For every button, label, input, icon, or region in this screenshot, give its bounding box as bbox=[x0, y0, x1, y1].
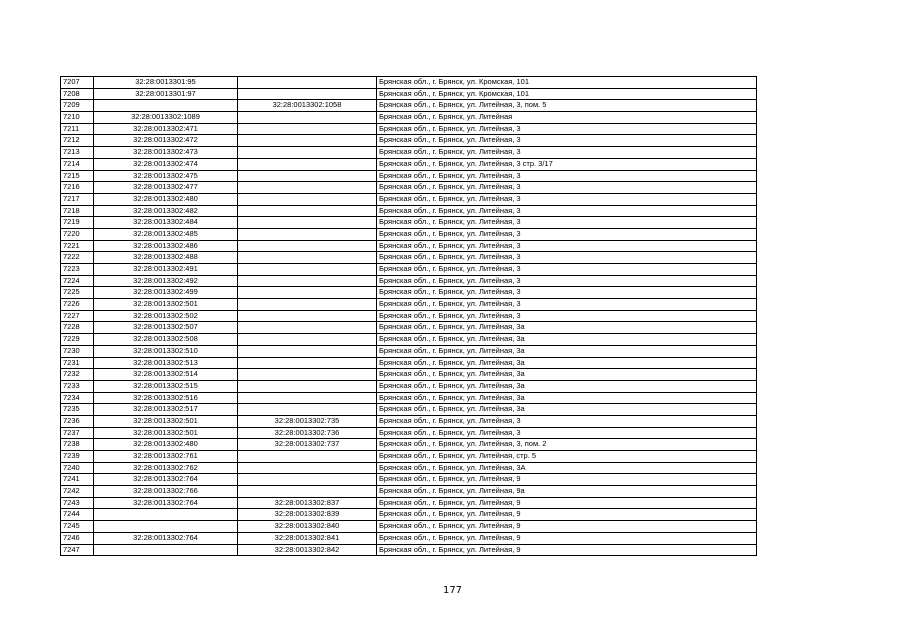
row-number-cell: 7243 bbox=[61, 497, 94, 509]
cadastral-number-cell bbox=[94, 100, 238, 112]
row-number-cell: 7246 bbox=[61, 532, 94, 544]
cadastral-number-cell: 32:28:0013302:507 bbox=[94, 322, 238, 334]
row-number-cell: 7223 bbox=[61, 264, 94, 276]
address-cell: Брянская обл., г. Брянск, ул. Литейная, 3, пом. 2 bbox=[377, 439, 757, 451]
room-cadastral-number-cell bbox=[238, 451, 377, 463]
cadastral-number-cell: 32:28:0013302:515 bbox=[94, 380, 238, 392]
room-cadastral-number-cell bbox=[238, 322, 377, 334]
address-cell: Брянская обл., г. Брянск, ул. Литейная, 3 bbox=[377, 147, 757, 159]
cadastral-number-cell: 32:28:0013302:517 bbox=[94, 404, 238, 416]
cadastral-number-cell: 32:28:0013302:473 bbox=[94, 147, 238, 159]
room-cadastral-number-cell bbox=[238, 135, 377, 147]
room-cadastral-number-cell bbox=[238, 228, 377, 240]
table-row bbox=[61, 474, 757, 486]
row-number-cell: 7221 bbox=[61, 240, 94, 252]
address-cell: Брянская обл., г. Брянск, ул. Литейная, 3 bbox=[377, 135, 757, 147]
address-cell: Брянская обл., г. Брянск, ул. Литейная, 9 bbox=[377, 521, 757, 533]
room-cadastral-number-cell bbox=[238, 182, 377, 194]
row-number-cell: 7207 bbox=[61, 77, 94, 89]
table-row bbox=[61, 322, 757, 334]
room-cadastral-number-cell bbox=[238, 299, 377, 311]
room-cadastral-number-cell: 32:28:0013302:839 bbox=[238, 509, 377, 521]
table-row bbox=[61, 182, 757, 194]
address-cell: Брянская обл., г. Брянск, ул. Литейная, 9 bbox=[377, 532, 757, 544]
address-cell: Брянская обл., г. Брянск, ул. Литейная, 3а bbox=[377, 357, 757, 369]
row-number-cell: 7238 bbox=[61, 439, 94, 451]
table-row bbox=[61, 252, 757, 264]
address-cell: Брянская обл., г. Брянск, ул. Литейная, 3а bbox=[377, 345, 757, 357]
cadastral-number-cell: 32:28:0013302:471 bbox=[94, 123, 238, 135]
row-number-cell: 7242 bbox=[61, 486, 94, 498]
address-cell: Брянская обл., г. Брянск, ул. Литейная, 3, пом. 5 bbox=[377, 100, 757, 112]
row-number-cell: 7234 bbox=[61, 392, 94, 404]
cadastral-number-cell: 32:28:0013302:514 bbox=[94, 369, 238, 381]
row-number-cell: 7212 bbox=[61, 135, 94, 147]
cadastral-number-cell: 32:28:0013302:480 bbox=[94, 193, 238, 205]
cadastral-number-cell: 32:28:0013302:762 bbox=[94, 462, 238, 474]
row-number-cell: 7210 bbox=[61, 112, 94, 124]
room-cadastral-number-cell: 32:28:0013302:841 bbox=[238, 532, 377, 544]
table-row bbox=[61, 462, 757, 474]
address-cell: Брянская обл., г. Брянск, ул. Кромская, 101 bbox=[377, 88, 757, 100]
address-cell: Брянская обл., г. Брянск, ул. Литейная, 3а bbox=[377, 322, 757, 334]
row-number-cell: 7244 bbox=[61, 509, 94, 521]
row-number-cell: 7235 bbox=[61, 404, 94, 416]
table-row bbox=[61, 521, 757, 533]
cadastral-number-cell: 32:28:0013302:501 bbox=[94, 299, 238, 311]
table-row bbox=[61, 357, 757, 369]
address-cell: Брянская обл., г. Брянск, ул. Кромская, 101 bbox=[377, 77, 757, 89]
room-cadastral-number-cell bbox=[238, 88, 377, 100]
address-cell: Брянская обл., г. Брянск, ул. Литейная, 3 bbox=[377, 170, 757, 182]
cadastral-number-cell: 32:28:0013301:97 bbox=[94, 88, 238, 100]
cadastral-number-cell: 32:28:0013302:501 bbox=[94, 415, 238, 427]
address-cell: Брянская обл., г. Брянск, ул. Литейная, 3 bbox=[377, 427, 757, 439]
cadastral-table bbox=[60, 76, 757, 556]
table-row bbox=[61, 193, 757, 205]
cadastral-number-cell: 32:28:0013302:486 bbox=[94, 240, 238, 252]
address-cell: Брянская обл., г. Брянск, ул. Литейная, 3 bbox=[377, 252, 757, 264]
table-row bbox=[61, 88, 757, 100]
row-number-cell: 7247 bbox=[61, 544, 94, 556]
address-cell: Брянская обл., г. Брянск, ул. Литейная, 3 bbox=[377, 182, 757, 194]
room-cadastral-number-cell bbox=[238, 334, 377, 346]
table-row bbox=[61, 112, 757, 124]
table-row bbox=[61, 532, 757, 544]
room-cadastral-number-cell bbox=[238, 345, 377, 357]
row-number-cell: 7245 bbox=[61, 521, 94, 533]
room-cadastral-number-cell bbox=[238, 369, 377, 381]
table-row bbox=[61, 345, 757, 357]
cadastral-number-cell bbox=[94, 521, 238, 533]
address-cell: Брянская обл., г. Брянск, ул. Литейная bbox=[377, 112, 757, 124]
address-cell: Брянская обл., г. Брянск, ул. Литейная, 9 bbox=[377, 509, 757, 521]
room-cadastral-number-cell bbox=[238, 287, 377, 299]
table-row bbox=[61, 404, 757, 416]
cadastral-number-cell: 32:28:0013302:484 bbox=[94, 217, 238, 229]
room-cadastral-number-cell bbox=[238, 240, 377, 252]
row-number-cell: 7219 bbox=[61, 217, 94, 229]
table-row bbox=[61, 310, 757, 322]
row-number-cell: 7208 bbox=[61, 88, 94, 100]
room-cadastral-number-cell: 32:28:0013302:837 bbox=[238, 497, 377, 509]
row-number-cell: 7216 bbox=[61, 182, 94, 194]
table-row bbox=[61, 287, 757, 299]
row-number-cell: 7227 bbox=[61, 310, 94, 322]
table-row bbox=[61, 217, 757, 229]
address-cell: Брянская обл., г. Брянск, ул. Литейная, 3а bbox=[377, 334, 757, 346]
row-number-cell: 7240 bbox=[61, 462, 94, 474]
address-cell: Брянская обл., г. Брянск, ул. Литейная, 3 стр. 3/17 bbox=[377, 158, 757, 170]
cadastral-number-cell: 32:28:0013301:95 bbox=[94, 77, 238, 89]
table-row bbox=[61, 334, 757, 346]
row-number-cell: 7222 bbox=[61, 252, 94, 264]
cadastral-number-cell: 32:28:0013302:516 bbox=[94, 392, 238, 404]
address-cell: Брянская обл., г. Брянск, ул. Литейная, 9а bbox=[377, 486, 757, 498]
table-row bbox=[61, 451, 757, 463]
row-number-cell: 7236 bbox=[61, 415, 94, 427]
cadastral-number-cell: 32:28:0013302:492 bbox=[94, 275, 238, 287]
room-cadastral-number-cell bbox=[238, 310, 377, 322]
page-number: 177 bbox=[442, 585, 463, 596]
cadastral-number-cell: 32:28:0013302:488 bbox=[94, 252, 238, 264]
room-cadastral-number-cell: 32:28:0013302:737 bbox=[238, 439, 377, 451]
cadastral-number-cell: 32:28:0013302:477 bbox=[94, 182, 238, 194]
table-row bbox=[61, 135, 757, 147]
cadastral-number-cell: 32:28:0013302:502 bbox=[94, 310, 238, 322]
room-cadastral-number-cell bbox=[238, 462, 377, 474]
table-row bbox=[61, 158, 757, 170]
row-number-cell: 7237 bbox=[61, 427, 94, 439]
address-cell: Брянская обл., г. Брянск, ул. Литейная, стр. 5 bbox=[377, 451, 757, 463]
row-number-cell: 7214 bbox=[61, 158, 94, 170]
address-cell: Брянская обл., г. Брянск, ул. Литейная, 3 bbox=[377, 299, 757, 311]
cadastral-number-cell: 32:28:0013302:761 bbox=[94, 451, 238, 463]
room-cadastral-number-cell bbox=[238, 193, 377, 205]
row-number-cell: 7239 bbox=[61, 451, 94, 463]
address-cell: Брянская обл., г. Брянск, ул. Литейная, 3А bbox=[377, 462, 757, 474]
cadastral-number-cell: 32:28:0013302:764 bbox=[94, 497, 238, 509]
cadastral-number-cell: 32:28:0013302:474 bbox=[94, 158, 238, 170]
cadastral-number-cell: 32:28:0013302:482 bbox=[94, 205, 238, 217]
room-cadastral-number-cell bbox=[238, 205, 377, 217]
room-cadastral-number-cell bbox=[238, 123, 377, 135]
address-cell: Брянская обл., г. Брянск, ул. Литейная, 3 bbox=[377, 415, 757, 427]
address-cell: Брянская обл., г. Брянск, ул. Литейная, 3а bbox=[377, 380, 757, 392]
table-row bbox=[61, 392, 757, 404]
cadastral-number-cell: 32:28:0013302:764 bbox=[94, 474, 238, 486]
room-cadastral-number-cell bbox=[238, 77, 377, 89]
room-cadastral-number-cell bbox=[238, 158, 377, 170]
row-number-cell: 7230 bbox=[61, 345, 94, 357]
row-number-cell: 7232 bbox=[61, 369, 94, 381]
table-row bbox=[61, 205, 757, 217]
table-row bbox=[61, 264, 757, 276]
table-row bbox=[61, 240, 757, 252]
room-cadastral-number-cell bbox=[238, 404, 377, 416]
table-row bbox=[61, 497, 757, 509]
address-cell: Брянская обл., г. Брянск, ул. Литейная, 3 bbox=[377, 193, 757, 205]
row-number-cell: 7224 bbox=[61, 275, 94, 287]
address-cell: Брянская обл., г. Брянск, ул. Литейная, 3 bbox=[377, 123, 757, 135]
cadastral-number-cell: 32:28:0013302:766 bbox=[94, 486, 238, 498]
table-row bbox=[61, 228, 757, 240]
cadastral-number-cell: 32:28:0013302:499 bbox=[94, 287, 238, 299]
cadastral-number-cell: 32:28:0013302:513 bbox=[94, 357, 238, 369]
cadastral-number-cell: 32:28:0013302:472 bbox=[94, 135, 238, 147]
room-cadastral-number-cell bbox=[238, 486, 377, 498]
table-row bbox=[61, 100, 757, 112]
cadastral-number-cell: 32:28:0013302:764 bbox=[94, 532, 238, 544]
cadastral-number-cell bbox=[94, 509, 238, 521]
row-number-cell: 7213 bbox=[61, 147, 94, 159]
address-cell: Брянская обл., г. Брянск, ул. Литейная, 3а bbox=[377, 369, 757, 381]
cadastral-number-cell: 32:28:0013302:1089 bbox=[94, 112, 238, 124]
table-row bbox=[61, 77, 757, 89]
room-cadastral-number-cell bbox=[238, 147, 377, 159]
table-row bbox=[61, 170, 757, 182]
table-row bbox=[61, 275, 757, 287]
row-number-cell: 7218 bbox=[61, 205, 94, 217]
room-cadastral-number-cell: 32:28:0013302:840 bbox=[238, 521, 377, 533]
table-row bbox=[61, 544, 757, 556]
table-row bbox=[61, 427, 757, 439]
table-row bbox=[61, 380, 757, 392]
room-cadastral-number-cell: 32:28:0013302:736 bbox=[238, 427, 377, 439]
cadastral-number-cell: 32:28:0013302:485 bbox=[94, 228, 238, 240]
address-cell: Брянская обл., г. Брянск, ул. Литейная, 9 bbox=[377, 544, 757, 556]
room-cadastral-number-cell bbox=[238, 252, 377, 264]
cadastral-number-cell: 32:28:0013302:480 bbox=[94, 439, 238, 451]
address-cell: Брянская обл., г. Брянск, ул. Литейная, 3 bbox=[377, 310, 757, 322]
table-body bbox=[61, 77, 757, 556]
row-number-cell: 7217 bbox=[61, 193, 94, 205]
table-row bbox=[61, 299, 757, 311]
row-number-cell: 7229 bbox=[61, 334, 94, 346]
row-number-cell: 7233 bbox=[61, 380, 94, 392]
row-number-cell: 7228 bbox=[61, 322, 94, 334]
room-cadastral-number-cell: 32:28:0013302:842 bbox=[238, 544, 377, 556]
cadastral-number-cell: 32:28:0013302:501 bbox=[94, 427, 238, 439]
table-row bbox=[61, 123, 757, 135]
row-number-cell: 7215 bbox=[61, 170, 94, 182]
room-cadastral-number-cell bbox=[238, 112, 377, 124]
room-cadastral-number-cell: 32:28:0013302:735 bbox=[238, 415, 377, 427]
table-row bbox=[61, 415, 757, 427]
address-cell: Брянская обл., г. Брянск, ул. Литейная, 3 bbox=[377, 217, 757, 229]
address-cell: Брянская обл., г. Брянск, ул. Литейная, 3а bbox=[377, 392, 757, 404]
row-number-cell: 7209 bbox=[61, 100, 94, 112]
table-row bbox=[61, 486, 757, 498]
address-cell: Брянская обл., г. Брянск, ул. Литейная, 3 bbox=[377, 228, 757, 240]
address-cell: Брянская обл., г. Брянск, ул. Литейная, 3 bbox=[377, 205, 757, 217]
room-cadastral-number-cell bbox=[238, 217, 377, 229]
address-cell: Брянская обл., г. Брянск, ул. Литейная, 9 bbox=[377, 474, 757, 486]
row-number-cell: 7241 bbox=[61, 474, 94, 486]
table-row bbox=[61, 509, 757, 521]
table-row bbox=[61, 369, 757, 381]
room-cadastral-number-cell bbox=[238, 357, 377, 369]
cadastral-number-cell: 32:28:0013302:510 bbox=[94, 345, 238, 357]
address-cell: Брянская обл., г. Брянск, ул. Литейная, 3 bbox=[377, 264, 757, 276]
row-number-cell: 7226 bbox=[61, 299, 94, 311]
address-cell: Брянская обл., г. Брянск, ул. Литейная, 3 bbox=[377, 275, 757, 287]
address-cell: Брянская обл., г. Брянск, ул. Литейная, 3а bbox=[377, 404, 757, 416]
cadastral-number-cell bbox=[94, 544, 238, 556]
cadastral-number-cell: 32:28:0013302:475 bbox=[94, 170, 238, 182]
room-cadastral-number-cell bbox=[238, 275, 377, 287]
table-row bbox=[61, 439, 757, 451]
address-cell: Брянская обл., г. Брянск, ул. Литейная, 3 bbox=[377, 240, 757, 252]
row-number-cell: 7220 bbox=[61, 228, 94, 240]
room-cadastral-number-cell bbox=[238, 170, 377, 182]
cadastral-number-cell: 32:28:0013302:508 bbox=[94, 334, 238, 346]
room-cadastral-number-cell bbox=[238, 264, 377, 276]
room-cadastral-number-cell bbox=[238, 380, 377, 392]
room-cadastral-number-cell bbox=[238, 474, 377, 486]
room-cadastral-number-cell bbox=[238, 392, 377, 404]
row-number-cell: 7211 bbox=[61, 123, 94, 135]
table-row bbox=[61, 147, 757, 159]
room-cadastral-number-cell: 32:28:0013302:1058 bbox=[238, 100, 377, 112]
address-cell: Брянская обл., г. Брянск, ул. Литейная, 9 bbox=[377, 497, 757, 509]
row-number-cell: 7225 bbox=[61, 287, 94, 299]
address-cell: Брянская обл., г. Брянск, ул. Литейная, 3 bbox=[377, 287, 757, 299]
cadastral-number-cell: 32:28:0013302:491 bbox=[94, 264, 238, 276]
row-number-cell: 7231 bbox=[61, 357, 94, 369]
